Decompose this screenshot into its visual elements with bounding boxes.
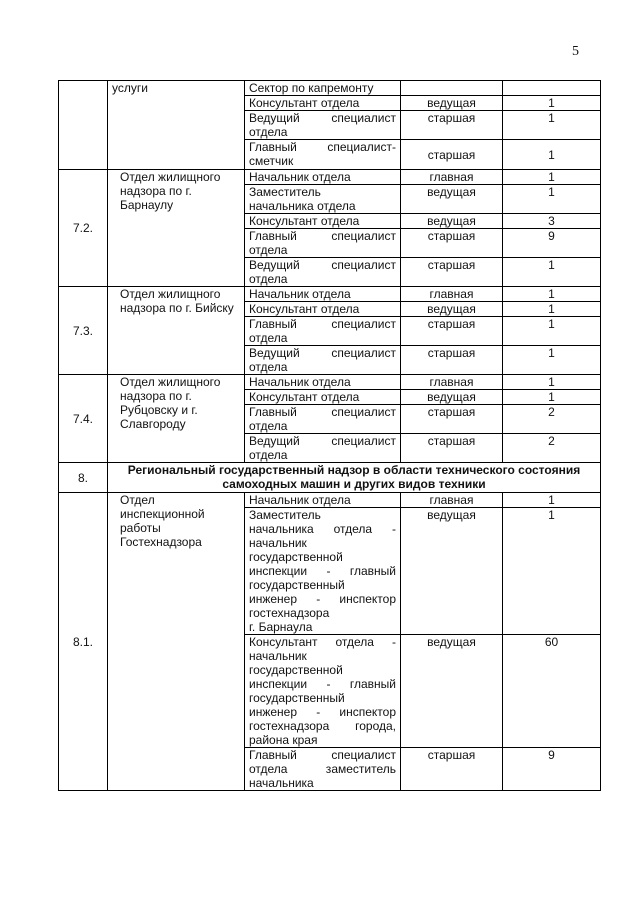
count-cell: 9 xyxy=(503,229,601,258)
group-cell: главная xyxy=(401,170,503,185)
group-cell: старшая xyxy=(401,748,503,791)
position-line: государственный xyxy=(249,691,345,705)
row-number-cell: 7.2. xyxy=(59,170,108,287)
section-header-row xyxy=(59,463,601,493)
position-cell: Консультант отдела xyxy=(245,214,401,229)
group-cell: старшая xyxy=(401,405,503,434)
position-cell: Консультант отдела xyxy=(245,96,401,111)
position-line: Ведущий специалист xyxy=(249,434,396,448)
table-row xyxy=(59,170,601,185)
position-line: отдела xyxy=(249,360,288,374)
row-number-cell: 8. xyxy=(59,463,108,493)
position-line: сметчик xyxy=(249,154,294,168)
unit-name-cell: услуги xyxy=(108,81,245,170)
group-cell: главная xyxy=(401,287,503,302)
position-cell: Начальник отдела xyxy=(245,375,401,390)
group-cell: ведущая xyxy=(401,508,503,635)
table-row xyxy=(59,287,601,302)
position-line: г. Барнаула xyxy=(249,620,313,634)
unit-name-cell: Отдел инспекционной работы Гостехнадзора xyxy=(108,493,245,791)
position-line: отдела xyxy=(249,272,288,286)
position-cell xyxy=(245,258,401,287)
position-cell xyxy=(245,140,401,170)
position-cell xyxy=(245,229,401,258)
count-cell: 1 xyxy=(503,111,601,140)
position-cell: Консультант отдела xyxy=(245,302,401,317)
position-cell xyxy=(245,185,401,214)
position-line: Консультант отдела - xyxy=(249,635,396,649)
position-line: начальника отдела xyxy=(249,199,356,213)
count-cell: 1 xyxy=(503,346,601,375)
count-cell: 1 xyxy=(503,140,601,170)
count-cell: 60 xyxy=(503,635,601,748)
position-line: инженер - инспектор xyxy=(249,705,396,719)
group-cell: ведущая xyxy=(401,302,503,317)
position-line: Заместитель xyxy=(249,508,321,522)
group-cell: старшая xyxy=(401,140,503,170)
position-line: Ведущий специалист xyxy=(249,111,396,125)
position-line: начальника xyxy=(249,776,314,790)
count-cell: 2 xyxy=(503,434,601,463)
position-cell xyxy=(245,317,401,346)
staff-table xyxy=(58,80,601,791)
table-row xyxy=(59,81,601,96)
row-number-cell: 7.3. xyxy=(59,287,108,375)
count-cell: 9 xyxy=(503,748,601,791)
position-cell: Сектор по капремонту xyxy=(245,81,401,96)
position-line: государственной xyxy=(249,663,343,677)
count-cell xyxy=(503,81,601,96)
position-cell xyxy=(245,405,401,434)
group-cell: старшая xyxy=(401,317,503,346)
position-line: Ведущий специалист xyxy=(249,258,396,272)
count-cell: 1 xyxy=(503,317,601,346)
unit-name-cell: Отдел жилищного надзора по г. Барнаулу xyxy=(108,170,245,287)
count-cell: 3 xyxy=(503,214,601,229)
group-cell: ведущая xyxy=(401,390,503,405)
group-cell: старшая xyxy=(401,434,503,463)
count-cell: 1 xyxy=(503,375,601,390)
position-cell xyxy=(245,111,401,140)
count-cell: 1 xyxy=(503,508,601,635)
count-cell: 1 xyxy=(503,287,601,302)
count-cell: 1 xyxy=(503,170,601,185)
group-cell: старшая xyxy=(401,111,503,140)
position-line: отдела xyxy=(249,331,288,345)
position-line: инспекции - главный xyxy=(249,677,396,691)
position-cell: Начальник отдела xyxy=(245,287,401,302)
position-line: гостехнадзора xyxy=(249,606,330,620)
table-row xyxy=(59,493,601,508)
group-cell: ведущая xyxy=(401,185,503,214)
position-cell xyxy=(245,508,401,635)
group-cell xyxy=(401,81,503,96)
count-cell: 1 xyxy=(503,493,601,508)
position-line: начальника отдела - xyxy=(249,522,396,536)
section-title: Региональный государственный надзор в области технического состояния самоходных машин и других видов техники xyxy=(108,463,601,493)
table-row xyxy=(59,375,601,390)
count-cell: 1 xyxy=(503,96,601,111)
position-line: гостехнадзора города, xyxy=(249,719,396,733)
position-cell: Начальник отдела xyxy=(245,493,401,508)
position-line: отдела xyxy=(249,448,288,462)
row-number-cell: 7.4. xyxy=(59,375,108,463)
position-line: отдела заместитель xyxy=(249,762,396,776)
group-cell: старшая xyxy=(401,229,503,258)
position-cell xyxy=(245,635,401,748)
count-cell: 1 xyxy=(503,258,601,287)
page-number: 5 xyxy=(572,44,579,59)
position-line: района края xyxy=(249,733,318,747)
position-line: Главный специалист xyxy=(249,748,396,762)
position-line: инженер - инспектор xyxy=(249,592,396,606)
position-line: отдела xyxy=(249,125,288,139)
position-line: Главный специалист xyxy=(249,229,396,243)
row-number-cell xyxy=(59,81,108,170)
unit-name-cell: Отдел жилищного надзора по г. Бийску xyxy=(108,287,245,375)
group-cell: старшая xyxy=(401,346,503,375)
position-cell: Начальник отдела xyxy=(245,170,401,185)
position-cell xyxy=(245,748,401,791)
position-cell: Консультант отдела xyxy=(245,390,401,405)
group-cell: ведущая xyxy=(401,96,503,111)
count-cell: 1 xyxy=(503,302,601,317)
count-cell: 1 xyxy=(503,390,601,405)
position-cell xyxy=(245,434,401,463)
position-line: Заместитель xyxy=(249,185,321,199)
position-cell xyxy=(245,346,401,375)
position-line: Ведущий специалист xyxy=(249,346,396,360)
position-line: начальник xyxy=(249,536,307,550)
group-cell: главная xyxy=(401,493,503,508)
position-line: государственный xyxy=(249,578,345,592)
unit-name-cell: Отдел жилищного надзора по г. Рубцовску и г. Славгороду xyxy=(108,375,245,463)
position-line: отдела xyxy=(249,419,288,433)
group-cell: главная xyxy=(401,375,503,390)
group-cell: ведущая xyxy=(401,635,503,748)
group-cell: старшая xyxy=(401,258,503,287)
position-line: инспекции - главный xyxy=(249,564,396,578)
count-cell: 2 xyxy=(503,405,601,434)
position-line: начальник xyxy=(249,649,307,663)
position-line: отдела xyxy=(249,243,288,257)
position-line: государственной xyxy=(249,550,343,564)
position-line: Главный специалист- xyxy=(249,140,396,154)
count-cell: 1 xyxy=(503,185,601,214)
position-line: Главный специалист xyxy=(249,405,396,419)
row-number-cell: 8.1. xyxy=(59,493,108,791)
group-cell: ведущая xyxy=(401,214,503,229)
position-line: Главный специалист xyxy=(249,317,396,331)
